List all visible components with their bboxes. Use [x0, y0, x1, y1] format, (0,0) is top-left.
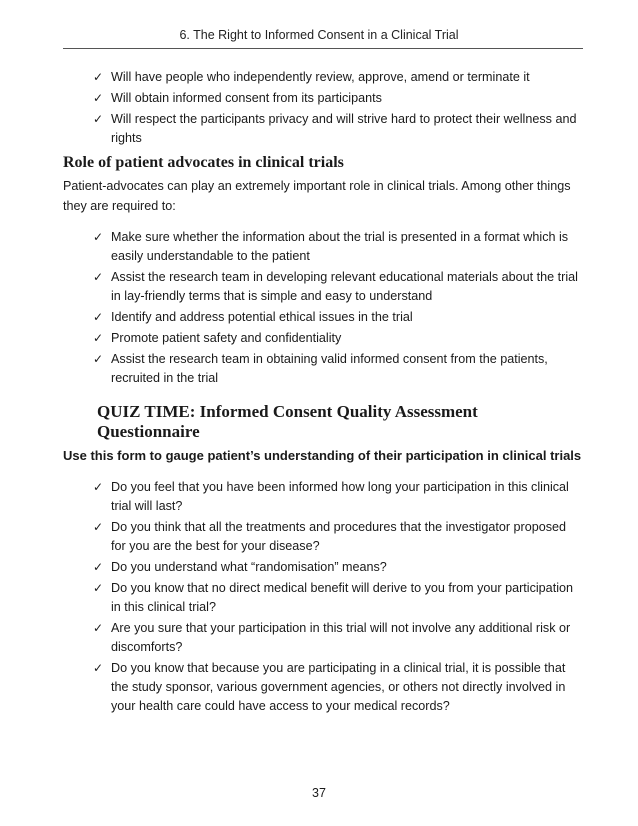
list-item: ✓ Assist the research team in obtaining valid informed consent from the patients, recruited in the trial [93, 352, 548, 385]
check-icon: ✓ [93, 661, 104, 675]
list-item: ✓ Make sure whether the information about the trial is presented in a format which is easily understandable to the patient [93, 230, 569, 263]
check-icon: ✓ [93, 112, 104, 126]
quiz-heading: QUIZ TIME: Informed Consent Quality Assessment Questionnaire [97, 402, 478, 441]
list-item: ✓ Do you understand what “randomisation” means? [63, 558, 583, 577]
check-icon: ✓ [93, 480, 104, 494]
check-icon: ✓ [93, 70, 104, 84]
list-item: ✓ Do you feel that you have been informed how long your participation in this clinical trial will last? [93, 480, 569, 513]
list-item: ✓ Will have people who independently review, approve, amend or terminate it [63, 68, 583, 87]
running-header: 6. The Right to Informed Consent in a Clinical Trial [179, 28, 459, 42]
list-item: ✓ Identify and address potential ethical issues in the trial [63, 308, 583, 327]
page-content [63, 68, 583, 718]
section-intro: Patient-advocates can play an extremely important role in clinical trials. Among other things they are required to: [63, 179, 571, 213]
check-icon: ✓ [93, 581, 104, 595]
check-icon: ✓ [93, 230, 104, 244]
list-item: ✓ Will respect the participants privacy and will strive hard to protect their wellness and rights [93, 112, 577, 145]
check-icon: ✓ [93, 352, 104, 366]
check-icon: ✓ [93, 560, 104, 574]
check-icon: ✓ [93, 91, 104, 105]
check-icon: ✓ [93, 310, 104, 324]
list-item: ✓ Do you know that no direct medical benefit will derive to you from your participation in this clinical trial? [93, 581, 573, 614]
quiz-subtitle: Use this form to gauge patient’s understanding of their participation in clinical trials [63, 448, 582, 463]
advocates-checklist [63, 228, 583, 388]
list-item: ✓ Will obtain informed consent from its participants [63, 89, 583, 108]
list-item: ✓ Assist the research team in developing relevant educational materials about the trial in lay-friendly terms that is simple and easy to understand [93, 270, 578, 303]
list-item: ✓ Promote patient safety and confidentiality [63, 329, 583, 348]
check-icon: ✓ [93, 621, 104, 635]
check-icon: ✓ [93, 520, 104, 534]
intro-checklist [63, 68, 583, 148]
quiz-checklist [63, 478, 583, 716]
header-divider [63, 48, 583, 49]
check-icon: ✓ [93, 331, 104, 345]
list-item: ✓ Do you think that all the treatments and procedures that the investigator proposed for you are the best for your disease? [93, 520, 567, 553]
section-heading: Role of patient advocates in clinical trials [63, 154, 344, 171]
check-icon: ✓ [93, 270, 104, 284]
list-item: ✓ Do you know that because you are participating in a clinical trial, it is possible that the study sponsor, various government agencies, or others not directly involved in your health care could have access to your medical records? [93, 661, 566, 713]
list-item: ✓ Are you sure that your participation in this trial will not involve any additional risk or discomforts? [93, 621, 571, 654]
page-number: 37 [312, 786, 326, 800]
